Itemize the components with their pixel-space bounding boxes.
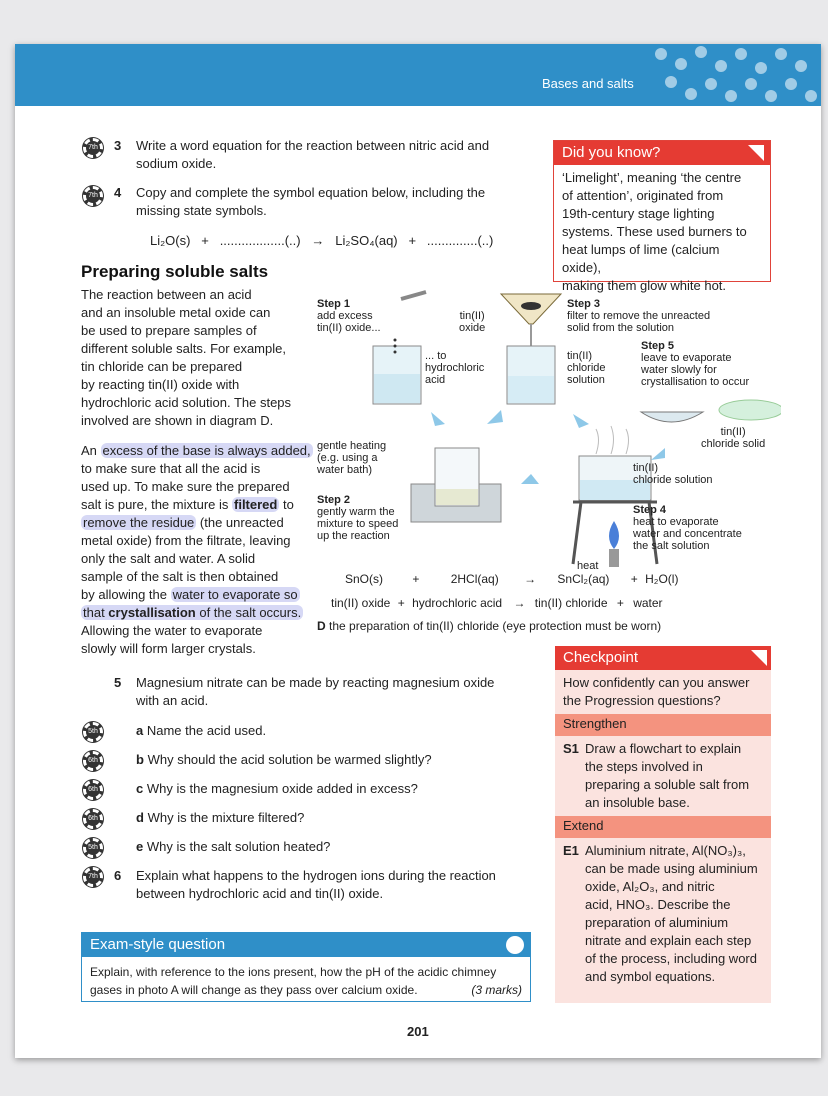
paragraph-line: hydrochloric acid solution. The steps [81, 395, 292, 410]
box-line: 19th-century stage lighting [562, 206, 715, 221]
box-line: the Progression questions? [563, 693, 721, 708]
label-line: tin(II) [720, 426, 746, 438]
label-line: heat to evaporate [633, 516, 719, 528]
arrow-icon [521, 474, 539, 484]
evaporating-dish-icon [641, 412, 703, 422]
question-text [136, 674, 494, 710]
part-text: Why should the acid solution be warmed slightly? [147, 752, 432, 767]
did-you-know-box [553, 140, 771, 293]
box-line: an insoluble base. [585, 795, 690, 810]
difficulty-badge: 5th [83, 838, 103, 858]
label-line: (e.g. using a [317, 452, 378, 464]
paragraph-line: by reacting tin(II) oxide with [81, 377, 240, 392]
step3-label [567, 298, 710, 334]
question-number: 5 [114, 675, 122, 690]
difficulty-badge: 6th [83, 751, 103, 771]
page-header [15, 44, 821, 106]
extend-item [555, 838, 771, 990]
step5-label [641, 340, 749, 388]
did-you-know-header [554, 141, 770, 165]
text-run: An [81, 443, 101, 458]
paragraph-line: used up. To make sure the prepared [81, 479, 290, 494]
step-title: Step 1 [317, 298, 351, 310]
paragraph-line: sample of the salt is then obtained [81, 569, 279, 584]
text-run: salt is pure, the mixture is [81, 497, 232, 512]
highlight-text: remove the residue [83, 515, 195, 530]
text-run: (the unreacted [196, 515, 284, 530]
item-text [585, 842, 763, 986]
extend-header: Extend [555, 816, 771, 838]
label-line: gently warm the [317, 506, 395, 518]
arrow-icon [651, 448, 665, 460]
step-title: Step 4 [633, 504, 667, 516]
question-line: Explain what happens to the hydrogen ions during the reaction [136, 868, 496, 883]
box-line: Explain, with reference to the ions present, how the pH of the acidic chimney [90, 965, 497, 979]
paragraph-line: be used to prepare samples of [81, 323, 257, 338]
word-equation [331, 596, 663, 610]
text-run: gases in photo A will change as they pass over calcium oxide. [90, 983, 418, 997]
page-number: 201 [407, 1024, 429, 1039]
eq-term: + [630, 572, 638, 586]
highlight-text [81, 605, 303, 620]
box-line: preparation of aluminium [585, 915, 729, 930]
difficulty-badge: 7th [83, 867, 103, 887]
paragraph-line: tin chloride can be prepared [81, 359, 243, 374]
tin-chloride-solution-label-2 [633, 462, 713, 486]
part-letter: a [136, 723, 144, 738]
arrow-icon [487, 410, 503, 424]
text-run: by allowing the [81, 587, 171, 602]
part-text: Why is the mixture filtered? [147, 810, 305, 825]
item-code: S1 [563, 741, 579, 756]
paragraph-line: The reaction between an acid [81, 287, 252, 302]
gentle-heating-label [317, 440, 386, 476]
box-line: can be made using aluminium [585, 861, 758, 876]
exam-body [82, 957, 530, 1005]
chapter-title: Bases and salts [542, 76, 634, 91]
textbook-page [15, 44, 821, 1058]
box-line: the steps involved in [585, 759, 703, 774]
question-line: Copy and complete the symbol equation below, including the [136, 185, 486, 200]
flame-icon [609, 521, 619, 549]
label-line: acid [425, 374, 446, 386]
paragraph-line [81, 496, 316, 514]
step4-label [633, 504, 742, 552]
steam-icon [596, 426, 629, 454]
eq-term: tin(II) oxide [331, 596, 391, 610]
exam-header [82, 933, 530, 957]
question-number: 4 [114, 185, 122, 200]
question-5c [136, 780, 418, 798]
label-line: crystallisation to occur [641, 376, 750, 388]
hydrochloric-acid-label [425, 350, 484, 386]
corner-icon [748, 145, 764, 161]
checkpoint-intro [555, 670, 771, 714]
box-line: Draw a flowchart to explain [585, 741, 742, 756]
question-text [136, 867, 496, 903]
part-letter: e [136, 839, 144, 854]
hexagon-pattern-icon [641, 44, 821, 106]
paragraph-line: to make sure that all the acid is [81, 461, 261, 476]
question-3 [114, 137, 534, 173]
box-line: systems. These used burners to [562, 224, 747, 239]
difficulty-badge: 5th [83, 722, 103, 742]
text-run: of the salt occurs. [195, 605, 302, 620]
equation-to-complete: Li₂O(s) + ..................(..) → Li₂SO₄(aq) + ..............(..) [150, 233, 494, 248]
eq-term: tin(II) chloride [534, 596, 608, 610]
part-letter: b [136, 752, 144, 767]
solid-label [701, 426, 765, 450]
arrow-icon [431, 412, 445, 426]
question-4 [114, 184, 534, 220]
question-line: with an acid. [136, 693, 209, 708]
circle-icon [506, 936, 524, 954]
diagram-caption [317, 619, 661, 633]
section-heading: Preparing soluble salts [81, 262, 269, 281]
question-line: sodium oxide. [136, 156, 217, 171]
label-line: filter to remove the unreacted [567, 310, 711, 322]
label-line: tin(II) oxide... [317, 322, 381, 334]
question-5a [136, 722, 266, 740]
step1-label [317, 298, 381, 334]
difficulty-badge: 7th [83, 186, 103, 206]
text-run: that [83, 605, 109, 620]
label-line: chloride solid [701, 438, 766, 450]
checkpoint-header [555, 646, 771, 670]
paragraph-line: metal oxide) from the filtrate, leaving [81, 533, 291, 548]
question-5b [136, 751, 432, 769]
difficulty-badge: 6th [83, 809, 103, 829]
paragraph-line [81, 442, 316, 460]
box-line: oxide, Al₂O₃, and nitric [585, 879, 715, 894]
method-paragraph [81, 442, 316, 658]
box-line: preparing a soluble salt from [585, 777, 750, 792]
highlight-text: water to evaporate so [172, 587, 298, 602]
box-line: of the process, including word [585, 951, 757, 966]
eq-term: + [616, 596, 624, 610]
strengthen-header: Strengthen [555, 714, 771, 736]
label-line: the salt solution [633, 540, 710, 552]
label-line: water bath) [317, 464, 373, 476]
highlight-text: excess of the base is always added, [102, 443, 311, 458]
difficulty-badge: 7th [83, 138, 103, 158]
paragraph-line [81, 514, 316, 532]
label-line: chloride solution [633, 474, 713, 486]
paragraph-line: different soluble salts. For example, [81, 341, 286, 356]
label-line: water slowly for [641, 364, 717, 376]
keyword-filtered: filtered [234, 497, 278, 512]
text-run: to [279, 497, 294, 512]
question-text [136, 184, 485, 220]
spatula-icon [401, 292, 426, 299]
paragraph-line: Allowing the water to evaporate [81, 623, 263, 638]
corner-icon [751, 650, 767, 666]
paragraph-line: slowly will form larger crystals. [81, 641, 256, 656]
question-5e [136, 838, 330, 856]
part-text: Name the acid used. [146, 723, 267, 738]
label-line: ... to [425, 350, 447, 362]
question-5d [136, 809, 304, 827]
eq-term: 2HCl(aq) [450, 572, 499, 586]
box-line: and symbol equations. [585, 969, 716, 984]
eq-term: SnO(s) [345, 572, 384, 586]
label-line: mixture to speed [317, 518, 399, 530]
box-line: How confidently can you answer [563, 675, 750, 690]
label-line: tin(II) [633, 462, 659, 474]
eq-term: water [633, 596, 663, 610]
question-text [136, 137, 489, 173]
label-line: chloride [567, 362, 606, 374]
label-line: tin(II) [459, 310, 485, 322]
eq-term: + [412, 572, 420, 586]
paragraph-line [81, 604, 316, 622]
paragraph-line [81, 586, 316, 604]
eq-term: → [524, 572, 537, 586]
acid-liquid [374, 374, 420, 403]
arrow-icon [573, 414, 589, 428]
box-line: acid, HNO₃. Describe the [585, 897, 731, 912]
question-line: missing state symbols. [136, 203, 267, 218]
box-line: Aluminium nitrate, Al(NO₃)₃, [585, 843, 746, 858]
exam-style-question-box [81, 932, 531, 1002]
question-line: Write a word equation for the reaction between nitric acid and [136, 138, 490, 153]
label-line: tin(II) [567, 350, 593, 362]
step2-label [317, 494, 398, 542]
difficulty-badge: 6th [83, 780, 103, 800]
label-line: solution [567, 374, 605, 386]
box-line: nitrate and explain each step [585, 933, 752, 948]
part-text: Why is the magnesium oxide added in excess? [146, 781, 418, 796]
marks-label: (3 marks) [471, 983, 522, 997]
bunsen-burner-icon [609, 549, 619, 567]
eq-term: hydrochloric acid [412, 596, 503, 610]
checkpoint-box [555, 646, 771, 1003]
step-title: Step 2 [317, 494, 351, 506]
tin-chloride-solution-label [567, 350, 606, 386]
eq-term: + [397, 596, 405, 610]
eq-term: SnCl₂(aq) [557, 572, 610, 586]
box-line: making them glow white hot. [562, 278, 727, 293]
part-text: Why is the salt solution heated? [146, 839, 331, 854]
label-line: solid from the solution [567, 322, 674, 334]
question-line: Magnesium nitrate can be made by reacting magnesium oxide [136, 675, 495, 690]
caption-letter: D [317, 619, 326, 633]
eq-term: → [513, 596, 526, 610]
box-line: ‘Limelight’, meaning ‘the centre [562, 170, 742, 185]
question-number: 3 [114, 138, 122, 153]
label-line: hydrochloric [425, 362, 485, 374]
paragraph-line: involved are shown in diagram D. [81, 413, 274, 428]
box-line: heat lumps of lime (calcium oxide), [562, 242, 720, 275]
question-line: between hydrochloric acid and tin(II) oxide. [136, 886, 384, 901]
strengthen-item [555, 736, 771, 816]
intro-paragraph [81, 286, 311, 430]
item-code: E1 [563, 843, 579, 858]
keyword-crystallisation: crystallisation [108, 605, 196, 620]
part-letter: d [136, 810, 144, 825]
did-you-know-body [554, 165, 770, 299]
item-text [585, 740, 763, 812]
question-number: 6 [114, 868, 122, 883]
box-title: Did you know? [562, 144, 661, 161]
tin-oxide-label [459, 310, 485, 334]
label-line: oxide [459, 322, 486, 334]
box-title: Checkpoint [563, 649, 639, 666]
label-line: leave to evaporate [641, 352, 732, 364]
label-line: water and concentrate [633, 528, 742, 540]
box-title: Exam-style question [90, 936, 226, 953]
step-title: Step 5 [641, 340, 675, 352]
crystal-dish-icon [719, 400, 781, 420]
paragraph-line: only the salt and water. A solid [81, 551, 256, 566]
part-letter: c [136, 781, 144, 796]
symbol-equation [345, 572, 678, 586]
label-line: up the reaction [317, 530, 390, 542]
box-line [90, 981, 522, 999]
paragraph-line: and an insoluble metal oxide can [81, 305, 271, 320]
eq-term: H₂O(l) [645, 572, 679, 586]
diagram-d [311, 284, 781, 644]
heat-label: heat [577, 560, 599, 572]
label-line: add excess [317, 310, 373, 322]
caption-text: the preparation of tin(II) chloride (eye protection must be worn) [325, 619, 662, 633]
label-line: gentle heating [317, 440, 387, 452]
step-title: Step 3 [567, 298, 601, 310]
box-line: of attention’, originated from [562, 188, 724, 203]
